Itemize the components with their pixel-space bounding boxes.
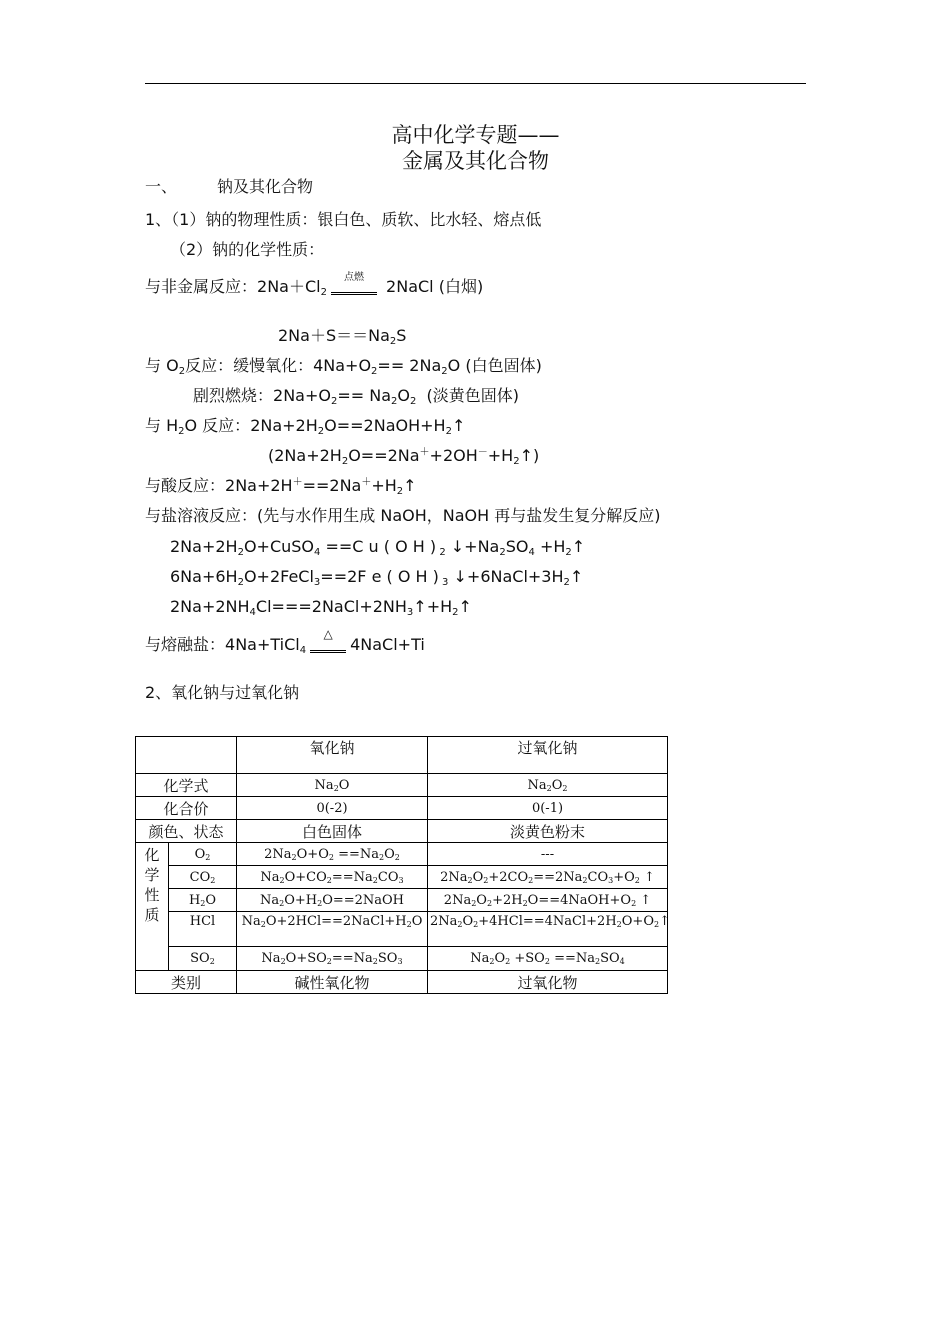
page-title-line2: 金属及其化合物 <box>402 149 549 173</box>
table-row <box>136 912 668 947</box>
reactant-h2o: $H_2O$ <box>169 889 237 912</box>
na2o2-co2-reaction: $2Na_2O_2+2CO_2==2Na_2CO_3+O_2$ ↑ <box>428 866 668 889</box>
table-row <box>136 971 668 994</box>
na2o-o2-reaction: $2Na_2O+O_2 ==Na_2O_2$ <box>237 843 428 866</box>
reactant-hcl: HCl <box>169 912 237 947</box>
heat-condition: △ <box>310 634 346 656</box>
table-row <box>136 737 668 774</box>
color-na2o2: 淡黄色粉末 <box>428 820 668 843</box>
reaction-nonmetal-cl2: 与非金属反应：$2Na+Cl_2$ 点燃 2NaCl (白烟) <box>145 272 484 298</box>
oxide-comparison-table <box>135 736 668 994</box>
reaction-salt-nh4cl: $2Na+2NH_4Cl===2NaCl+2NH_3↑+H_2↑$ <box>170 597 472 618</box>
section-1-heading: 一、 钠及其化合物 <box>145 177 314 196</box>
na2o2-h2o-reaction: $2Na_2O_2+2H_2O==4NaOH+O_2$ ↑ <box>428 889 668 912</box>
reaction-o2-slow: 与 $O_2$反应：缓慢氧化：$4Na+O_2== 2Na_2O$ (白色固体) <box>145 356 542 377</box>
na2o-co2-reaction: $Na_2O+CO_2==Na_2CO_3$ <box>237 866 428 889</box>
reactant-co2: $CO_2$ <box>169 866 237 889</box>
reaction-molten-salt: 与熔融盐：4Na+TiCl$_4$ △ 4NaCl+Ti <box>145 627 425 656</box>
row-label-chem-properties: 化学性质 <box>136 843 169 971</box>
category-na2o: 碱性氧化物 <box>237 971 428 994</box>
row-label-valence: 化合价 <box>136 797 237 820</box>
header-rule <box>145 83 806 84</box>
na2o-so2-reaction: $Na_2O+SO_2==Na_2SO_3$ <box>237 947 428 971</box>
table-row <box>136 820 668 843</box>
row-label-color: 颜色、状态 <box>136 820 237 843</box>
row-label-category: 类别 <box>136 971 237 994</box>
table-row <box>136 947 668 971</box>
reaction-salt-fecl3: $6Na+6H_2O+2FeCl_3==2F$ e ( O H ) $_3$ $↓+6NaCl+3H_2↑$ <box>170 567 584 588</box>
header-na2o2: 过氧化钠 <box>428 737 668 774</box>
na2o2-hcl-reaction: $2Na_2O_2+4HCl==4NaCl+2H_2O+O_2↑$ <box>428 912 668 947</box>
table-row <box>136 889 668 912</box>
table-row <box>136 843 668 866</box>
page-title-line1: 高中化学专题—— <box>391 123 560 147</box>
category-na2o2: 过氧化物 <box>428 971 668 994</box>
chemical-properties-heading: （2）钠的化学性质： <box>170 240 325 259</box>
reactant-o2: $O_2$ <box>169 843 237 866</box>
na2o2-o2-reaction: --- <box>428 843 668 866</box>
reaction-o2-burn: 剧烈燃烧：$2Na+O_2== Na_2O_2$ (淡黄色固体) <box>193 386 520 407</box>
table-row <box>136 866 668 889</box>
na2o-h2o-reaction: $Na_2O+H_2O==2NaOH$ <box>237 889 428 912</box>
reaction-salt-cuso4: $2Na+2H_2O+CuSO_4 ==C$ u ( O H ) $_2$ $↓+Na_2SO_4$ $+H_2↑$ <box>170 537 586 558</box>
reaction-salt-heading: 与盐溶液反应：(先与水作用生成 NaOH，NaOH 再与盐发生复分解反应) <box>145 506 661 525</box>
na2o-hcl-reaction: $Na_2O+2HCl==2NaCl+H_2O$ <box>237 912 428 947</box>
row-label-formula: 化学式 <box>136 774 237 797</box>
table-row <box>136 774 668 797</box>
header-na2o: 氧化钠 <box>237 737 428 774</box>
ignite-condition: 点燃 <box>331 276 377 298</box>
table-row <box>136 797 668 820</box>
valence-na2o: 0(-2) <box>237 797 428 820</box>
section-2-heading: 2、氧化钠与过氧化钠 <box>145 683 300 702</box>
valence-na2o2: 0(-1) <box>428 797 668 820</box>
color-na2o: 白色固体 <box>237 820 428 843</box>
reaction-acid: 与酸反应：$2Na+2H^+==2Na^++H_2↑$ <box>145 476 417 497</box>
na2o2-so2-reaction: $Na_2O_2 +SO_2 ==Na_2SO_4$ <box>428 947 668 971</box>
physical-properties: 1、（1）钠的物理性质：银白色、质软、比水轻、熔点低 <box>145 210 542 229</box>
reactant-so2: $SO_2$ <box>169 947 237 971</box>
formula-na2o2: $Na_2O_2$ <box>428 774 668 797</box>
reaction-h2o: 与 $H_2O$ 反应：$2Na+2H_2O==2NaOH+H_2↑$ <box>145 416 466 437</box>
formula-na2o: $Na_2O$ <box>237 774 428 797</box>
reaction-h2o-ionic: $(2Na+2H_2O==2Na^++2OH^-+H_2↑)$ <box>268 446 540 467</box>
reaction-na-s: $2Na+S==Na_2S$ <box>278 326 407 347</box>
table-corner-cell <box>136 737 237 774</box>
